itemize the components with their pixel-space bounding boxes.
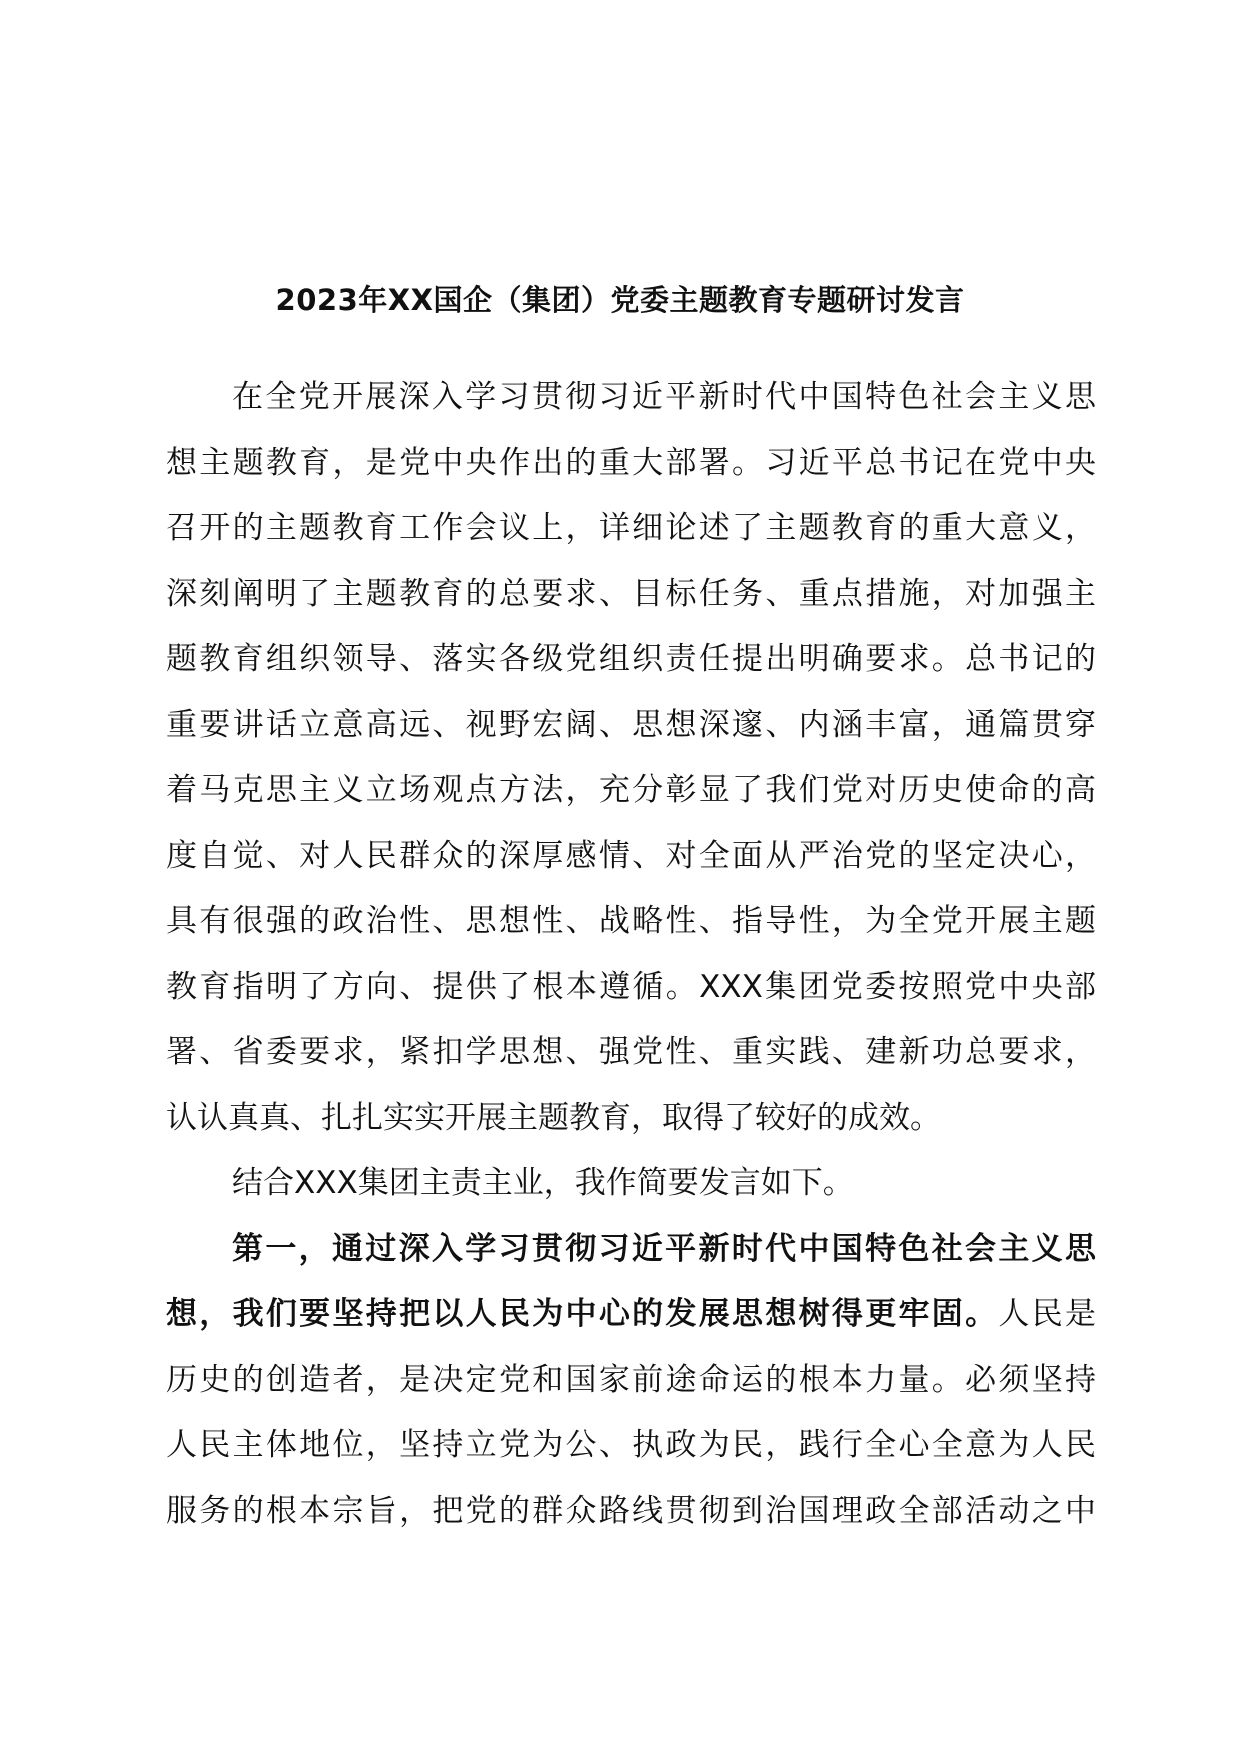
paragraph-1-line-1: 在全党开展深入学习贯彻习近平新时代中国特色社会主义思 (232, 379, 1096, 415)
paragraph-3-line-2 (166, 1282, 1096, 1348)
paragraph-1-line-5: 题教育组织领导、落实各级党组织责任提出明确要求。总书记的 (166, 641, 1096, 677)
paragraph-1-line-10: 教育指明了方向、提供了根本遵循。XXX集团党委按照党中央部 (166, 968, 1096, 1005)
paragraph-1-line-7: 着马克思主义立场观点方法，充分彰显了我们党对历史使命的高 (166, 772, 1096, 808)
paragraph-1-line-12: 认认真真、扎扎实实开展主题教育，取得了较好的成效。 (166, 1099, 941, 1136)
paragraph-3-line-3: 历史的创造者，是决定党和国家前途命运的根本力量。必须坚持 (166, 1361, 1096, 1398)
paragraph-1-line-6: 重要讲话立意高远、视野宏阔、思想深邃、内涵丰富，通篇贯穿 (166, 706, 1096, 743)
paragraph-1-line-4: 深刻阐明了主题教育的总要求、目标任务、重点措施，对加强主 (166, 575, 1096, 612)
document-title: 2023年XX国企（集团）党委主题教育专题研讨发言 (275, 283, 965, 317)
paragraph-3-heading-line-1: 第一，通过深入学习贯彻习近平新时代中国特色社会主义思 (232, 1230, 1096, 1267)
paragraph-3-heading-line-2: 想，我们要坚持把以人民为中心的发展思想树得更牢固。 (166, 1296, 999, 1332)
paragraph-3-line-2-rest: 人民是 (998, 1296, 1096, 1332)
paragraph-3-line-5: 服务的根本宗旨，把党的群众路线贯彻到治国理政全部活动之中 (166, 1492, 1096, 1529)
paragraph-1-line-9: 具有很强的政治性、思想性、战略性、指导性，为全党开展主题 (166, 903, 1096, 939)
paragraph-1-line-2: 想主题教育，是党中央作出的重大部署。习近平总书记在党中央 (166, 444, 1096, 481)
paragraph-3-line-4: 人民主体地位，坚持立党为公、执政为民，践行全心全意为人民 (166, 1427, 1096, 1463)
paragraph-1-line-11: 署、省委要求，紧扣学思想、强党性、重实践、建新功总要求， (166, 1034, 1096, 1070)
paragraph-1-line-3: 召开的主题教育工作会议上，详细论述了主题教育的重大意义， (166, 510, 1096, 546)
paragraph-1-line-8: 度自觉、对人民群众的深厚感情、对全面从严治党的坚定决心， (166, 837, 1096, 874)
document-body (166, 365, 1096, 1544)
paragraph-2: 结合XXX集团主责主业，我作简要发言如下。 (232, 1165, 854, 1201)
